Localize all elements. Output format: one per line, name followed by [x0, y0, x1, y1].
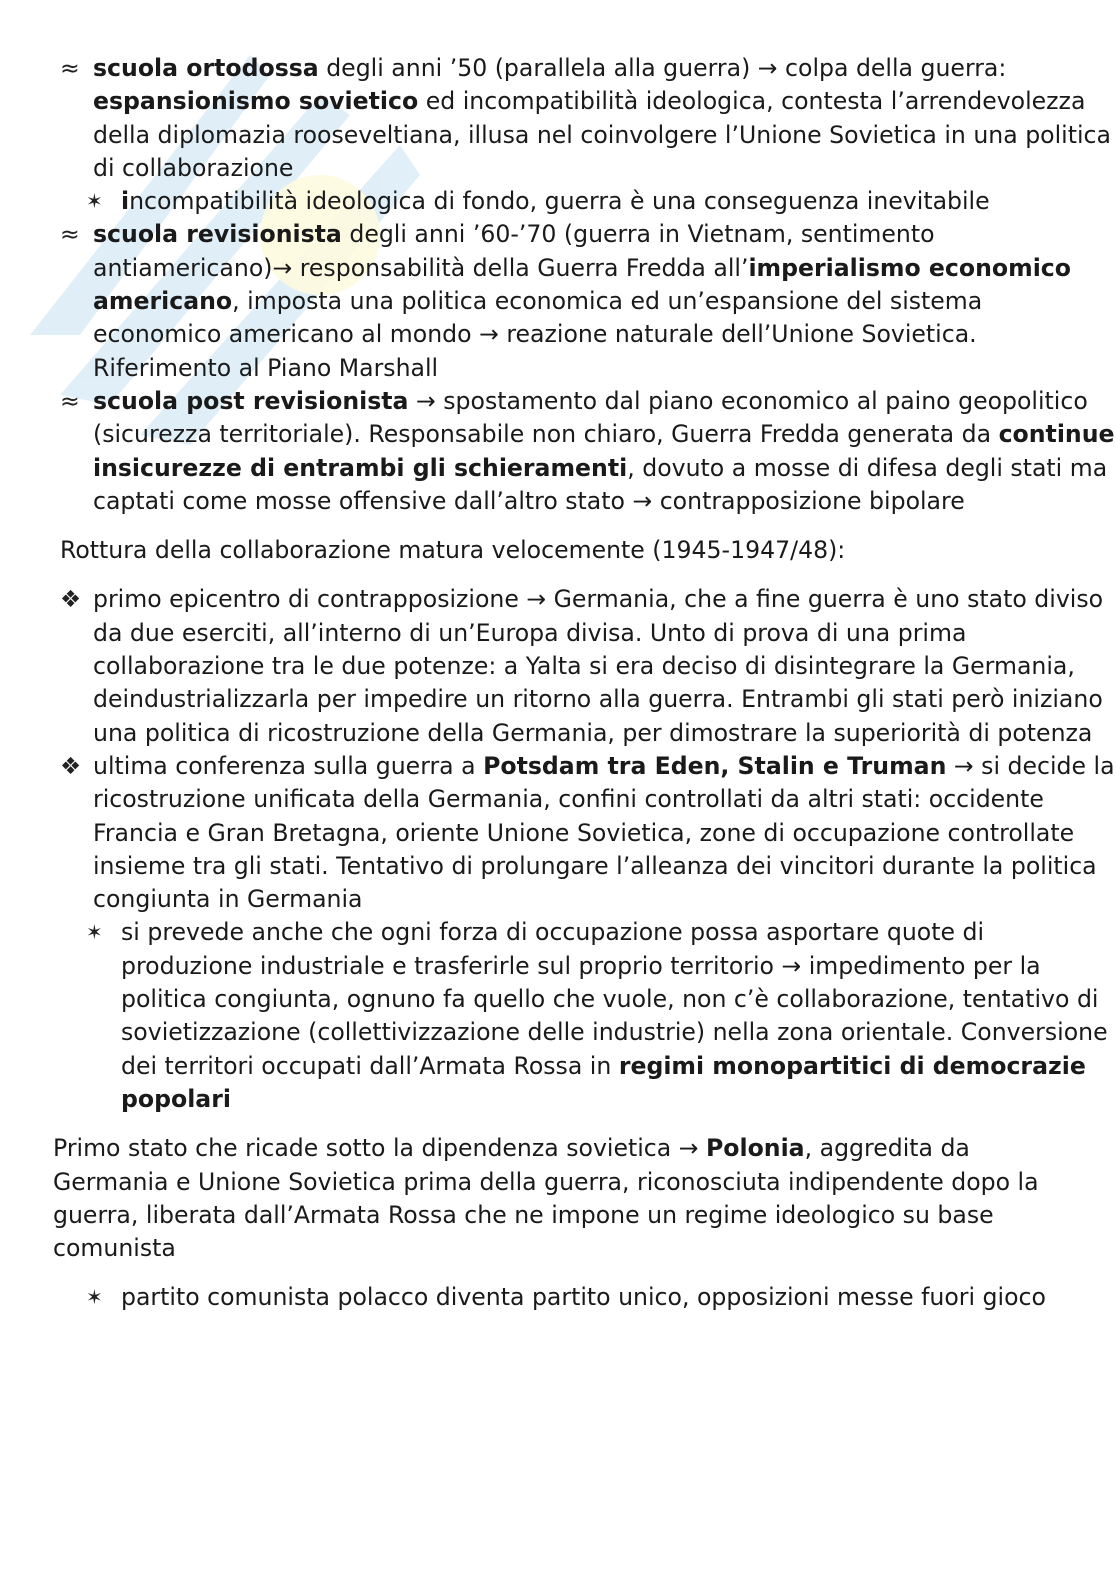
paragraph-polonia	[0, 1132, 1116, 1265]
bullet-scuola-post-revisionista	[0, 385, 1116, 518]
approx-bullet-icon: ≈	[60, 386, 80, 415]
paragraph-rottura: Rottura della collaborazione matura velocemente (1945-1947/48):	[60, 536, 846, 565]
document-body	[0, 52, 1116, 1315]
text-run: → si decide la ricostruzione unificata della Germania, confini controllati da altri stati: occidente Francia e Gran Bretagna, oriente Unione Sovietica, zone di occupazione controllate insieme tra gli stati. Tentativo di prolungare l’alleanza dei vincitori durante la politica congiunta in Germania	[93, 751, 1115, 914]
bold-term: Potsdam tra Eden, Stalin e Truman	[483, 751, 947, 780]
bullet-potsdam	[0, 750, 1116, 916]
text-run: partito comunista polacco diventa partito unico, opposizioni messe fuori gioco	[121, 1283, 1046, 1312]
bullet-scuola-ortodossa	[0, 52, 1116, 185]
sub-bullet-quote-produzione	[0, 916, 1116, 1116]
text-run: ed incompatibilità ideologica, contesta l’arrendevolezza della diplomazia rooseveltiana, illusa nel coinvolgere l’Unione Sovietica in una politica di collaborazione	[93, 87, 1111, 182]
sub-bullet-partito-unico	[0, 1281, 1116, 1314]
bold-initial: i	[121, 187, 130, 216]
text-run: , dovuto a mosse di difesa degli stati ma captati come mosse offensive dall’altro stato → contrapposizione bipolare	[93, 453, 1108, 515]
bold-term: scuola post revisionista	[93, 386, 409, 415]
star-bullet-icon: ✶	[86, 1285, 103, 1310]
text-run: Primo stato che ricade sotto la dipendenza sovietica →	[53, 1134, 706, 1163]
bold-term: regimi monopartitici di democrazie popolari	[121, 1051, 1086, 1113]
text-run: degli anni ’60-’70 (guerra in Vietnam, sentimento antiamericano)→ responsabilità della Guerra Fredda all’	[93, 220, 935, 282]
bullet-primo-epicentro	[0, 583, 1116, 749]
bold-term: scuola revisionista	[93, 220, 342, 249]
sub-bullet-incompatibilita	[0, 185, 1116, 218]
diamond-bullet-icon: ❖	[60, 751, 82, 780]
star-bullet-icon: ✶	[86, 920, 103, 945]
star-bullet-icon: ✶	[86, 189, 103, 214]
text-run: → spostamento dal piano economico al paino geopolitico (sicurezza territoriale). Responsabile non chiaro, Guerra Fredda generata da	[93, 386, 1088, 449]
approx-bullet-icon: ≈	[60, 54, 80, 82]
bold-term: imperialismo economico americano	[93, 253, 1071, 316]
diamond-bullet-icon: ❖	[60, 585, 82, 614]
approx-bullet-icon: ≈	[60, 220, 80, 249]
text-run: si prevede anche che ogni forza di occupazione possa asportare quote di produzione industriale e trasferirle sul proprio territorio → impedimento per la politica congiunta, ognuno fa quello che vuole, non c’è collaborazione, tentativo di sovietizzazione (collettivizzazione delle industrie) nella zona orientale. Conversione dei territori occupati dall’Armata Rossa in	[121, 918, 1108, 1080]
text-run: ultima conferenza sulla guerra a	[93, 751, 484, 780]
text-run: degli anni ’50 (parallela alla guerra) → colpa della guerra:	[318, 54, 1007, 82]
text-run: ncompatibilità ideologica di fondo, guerra è una conseguenza inevitabile	[129, 187, 990, 216]
bold-term: continue insicurezze di entrambi gli schieramenti	[93, 420, 1115, 482]
bullet-scuola-revisionista	[0, 218, 1116, 384]
bold-term: scuola ortodossa	[93, 54, 319, 82]
bold-term: espansionismo sovietico	[93, 87, 419, 116]
text-run: , imposta una politica economica ed un’espansione del sistema economico americano al mondo → reazione naturale dell’Unione Sovietica. Riferimento al Piano Marshall	[93, 287, 983, 382]
text-run: , aggredita da Germania e Unione Sovietica prima della guerra, riconosciuta indipendente dopo la guerra, liberata dall’Armata Rossa che ne impone un regime ideologico su base comunista	[53, 1134, 1039, 1263]
text-run: primo epicentro di contrapposizione → Germania, che a fine guerra è uno stato diviso da due eserciti, all’interno di un’Europa divisa. Unto di prova di una prima collaborazione tra le due potenze: a Yalta si era deciso di disintegrare la Germania, deindustrializzarla per impedire un ritorno alla guerra. Entrambi gli stati però iniziano una politica di ricostruzione della Germania, per dimostrare la superiorità di potenza	[93, 585, 1104, 747]
bold-term: Polonia	[706, 1134, 805, 1163]
